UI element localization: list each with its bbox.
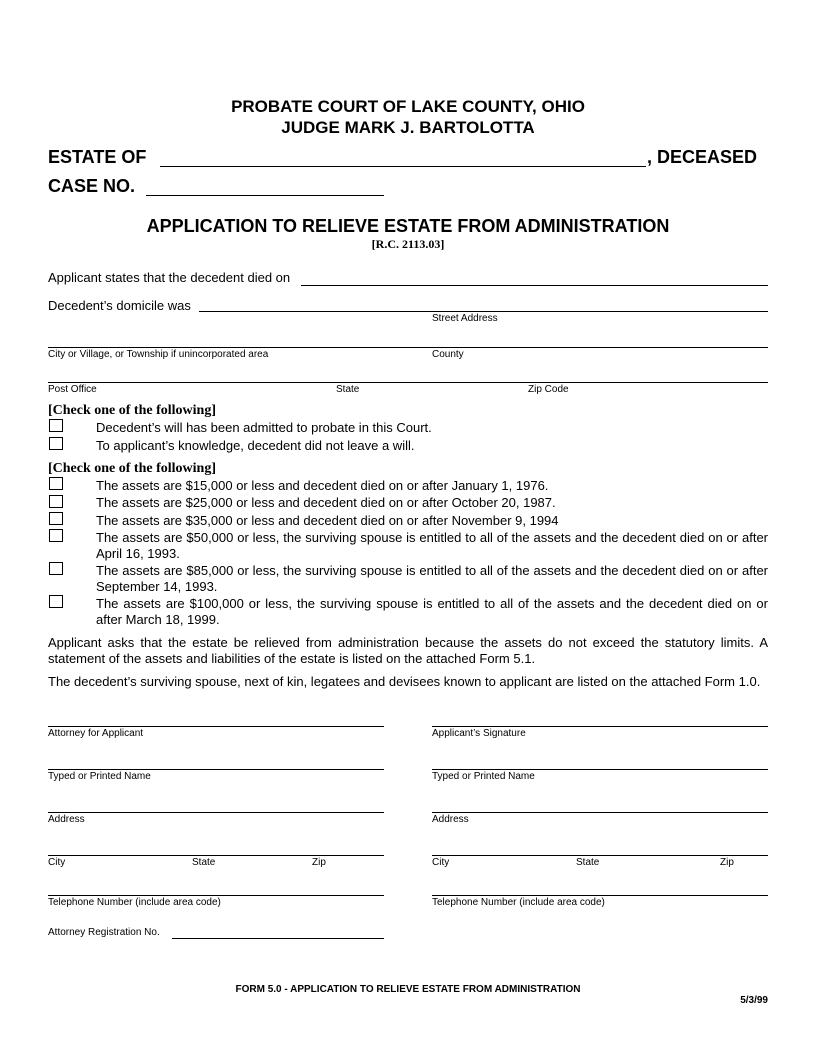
state-label: State [336,384,360,395]
assets-100000-checkbox[interactable] [49,595,63,608]
assets-15000-checkbox[interactable] [49,477,63,490]
city-county-field[interactable] [48,347,768,348]
attorney-registration-field[interactable] [172,938,384,939]
footer-date: 5/3/99 [740,995,768,1006]
attorney-name-field[interactable] [48,769,384,770]
attorney-label: Attorney for Applicant [48,728,144,739]
domicile-label: Decedent’s domicile was [48,298,191,313]
attorney-city-label: City [48,857,66,868]
footer-form-name: FORM 5.0 - APPLICATION TO RELIEVE ESTATE FROM ADMINISTRATION [235,984,581,995]
check-group-1-header: [Check one of the following] [48,403,216,418]
attorney-city-field[interactable] [48,855,384,856]
attorney-signature-field[interactable] [48,726,384,727]
assets-25000-checkbox[interactable] [49,495,63,508]
attorney-zip-label: Zip [312,857,326,868]
applicant-address-label: Address [432,814,469,825]
will-admitted-option: Decedent’s will has been admitted to probate in this Court. [96,420,432,435]
assets-50000-option: The assets are $50,000 or less, the surviving spouse is entitled to all of the assets and the decedent died on or after April 16, 1993. [96,530,768,561]
attorney-phone-label: Telephone Number (include area code) [48,897,221,908]
relief-request-paragraph: Applicant asks that the estate be relieved from administration because the assets do not exceed the statutory limits. A statement of the assets and liabilities of the estate is listed on the attached Form 5.1. [48,635,768,666]
died-on-field[interactable] [301,285,768,286]
no-will-checkbox[interactable] [49,437,63,450]
applicant-signature-field[interactable] [432,726,768,727]
attorney-registration-label: Attorney Registration No. [48,927,160,938]
died-on-label: Applicant states that the decedent died on [48,270,291,285]
assets-85000-option: The assets are $85,000 or less, the surviving spouse is entitled to all of the assets and the decedent died on or after September 14, 1993. [96,563,768,594]
post-office-field[interactable] [48,382,768,383]
check-group-2-header: [Check one of the following] [48,461,216,476]
attorney-state-label: State [192,857,216,868]
applicant-city-field[interactable] [432,855,768,856]
statute-reference: [R.C. 2113.03] [371,237,445,251]
street-address-field[interactable] [199,311,768,312]
applicant-address-field[interactable] [432,812,768,813]
applicant-phone-label: Telephone Number (include area code) [432,897,605,908]
judge-name: JUDGE MARK J. BARTOLOTTA [281,118,535,137]
court-name: PROBATE COURT OF LAKE COUNTY, OHIO [231,97,585,116]
attorney-address-field[interactable] [48,812,384,813]
applicant-city-label: City [432,857,450,868]
case-label: CASE NO. [48,176,136,196]
attorney-typed-name-label: Typed or Printed Name [48,771,151,782]
next-of-kin-paragraph: The decedent’s surviving spouse, next of kin, legatees and devisees known to applicant are listed on the attached Form 1.0. [48,674,761,689]
zip-code-label: Zip Code [528,384,569,395]
attorney-address-label: Address [48,814,85,825]
assets-25000-option: The assets are $25,000 or less and decedent died on or after October 20, 1987. [96,495,556,510]
applicant-zip-label: Zip [720,857,734,868]
estate-label: ESTATE OF [48,147,147,167]
applicant-signature-label: Applicant’s Signature [432,728,526,739]
county-label: County [432,349,464,360]
applicant-typed-name-label: Typed or Printed Name [432,771,535,782]
deceased-label: , DECEASED [647,147,758,167]
street-address-label: Street Address [432,313,498,324]
assets-50000-checkbox[interactable] [49,529,63,542]
assets-85000-checkbox[interactable] [49,562,63,575]
applicant-name-field[interactable] [432,769,768,770]
case-number-field[interactable] [146,195,384,196]
assets-15000-option: The assets are $15,000 or less and decedent died on or after January 1, 1976. [96,478,549,493]
applicant-phone-field[interactable] [432,895,768,896]
assets-100000-option: The assets are $100,000 or less, the surviving spouse is entitled to all of the assets and the decedent died on or after March 18, 1999. [96,596,768,627]
no-will-option: To applicant’s knowledge, decedent did not leave a will. [96,438,415,453]
attorney-phone-field[interactable] [48,895,384,896]
estate-name-field[interactable] [160,166,646,167]
form-title: APPLICATION TO RELIEVE ESTATE FROM ADMINISTRATION [146,216,670,236]
applicant-state-label: State [576,857,600,868]
city-village-label: City or Village, or Township if unincorporated area [48,349,269,360]
will-admitted-checkbox[interactable] [49,419,63,432]
assets-35000-option: The assets are $35,000 or less and decedent died on or after November 9, 1994 [96,513,559,528]
assets-35000-checkbox[interactable] [49,512,63,525]
post-office-label: Post Office [48,384,97,395]
